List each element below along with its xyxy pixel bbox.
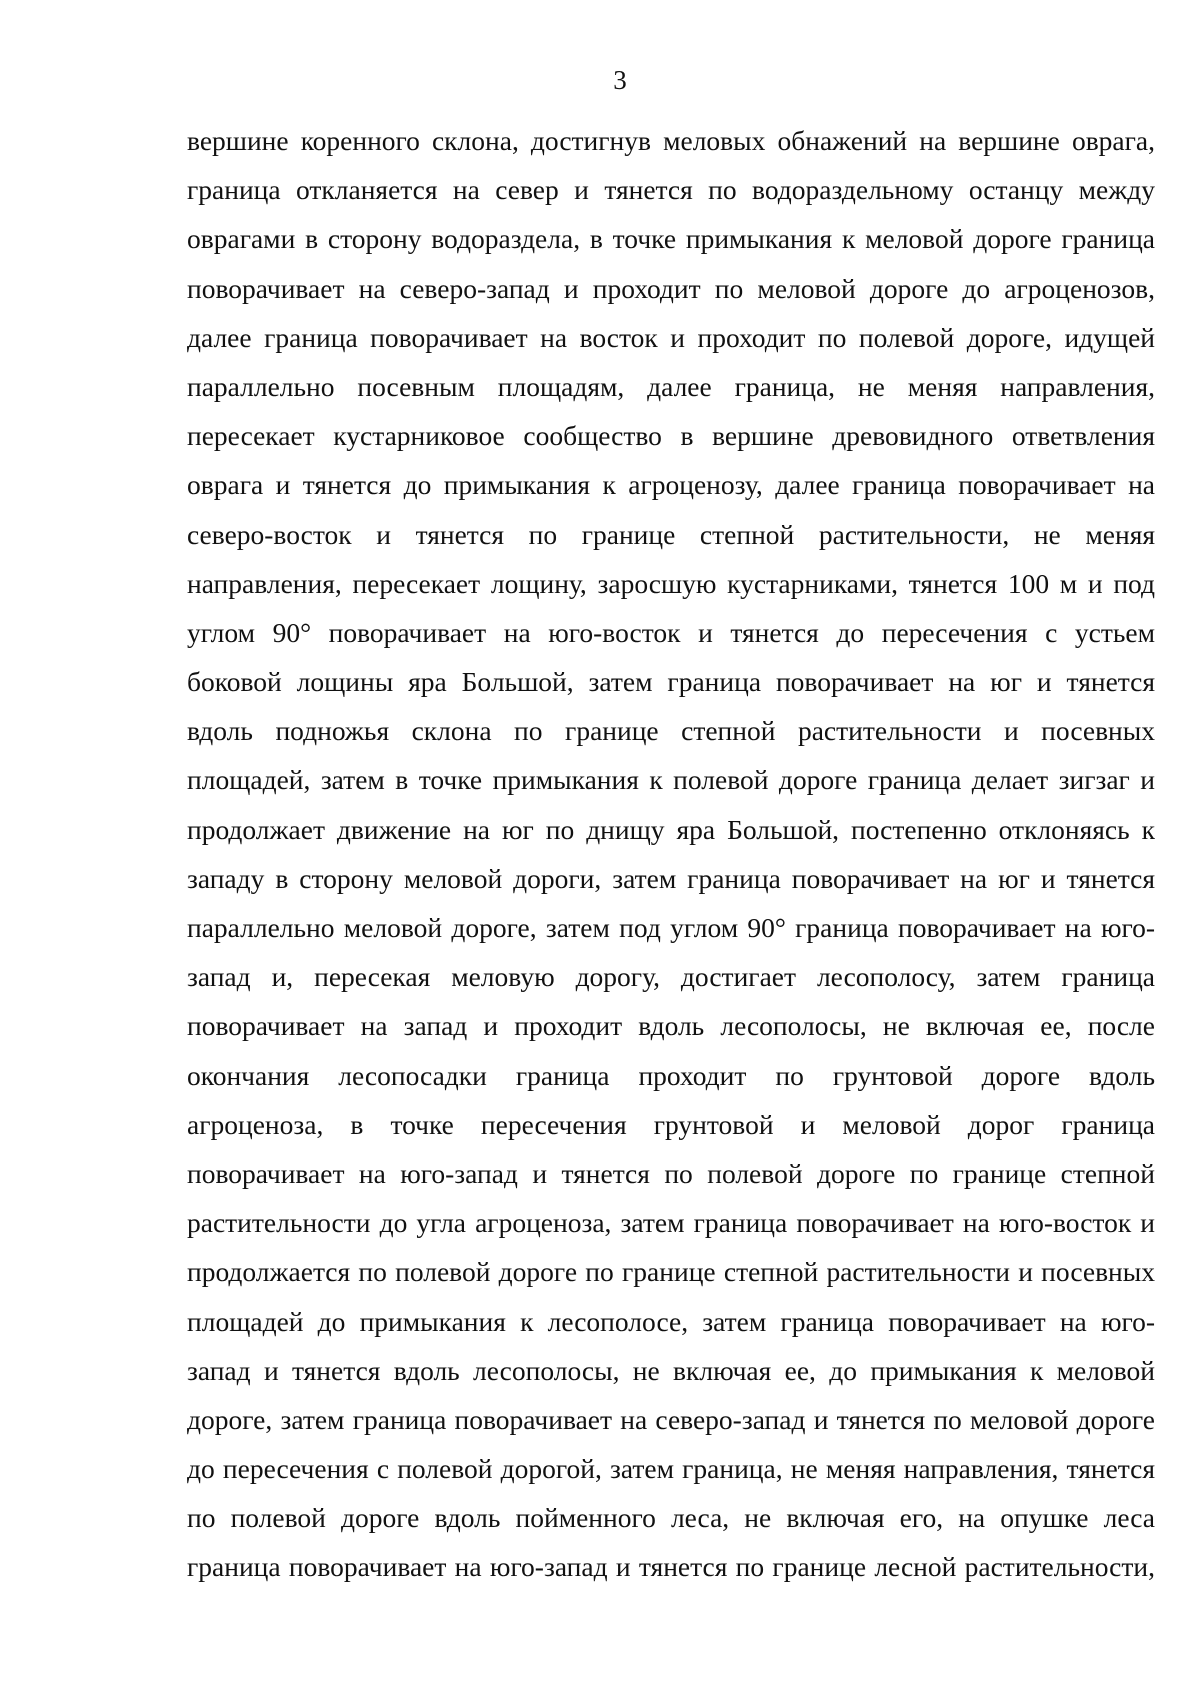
text-line: далее граница поворачивает на восток и проходит по полевой дороге, идущей [187,321,1155,353]
text-line: вдоль подножья склона по границе степной растительности и посевных [187,715,1155,747]
text-line: продолжается по полевой дороге по границе степной растительности и посевных [187,1256,1155,1288]
text-line: углом 90° поворачивает на юго-восток и тянется до пересечения с устьем [187,616,1155,648]
text-line: западу в сторону меловой дороги, затем граница поворачивает на юг и тянется [187,862,1155,894]
text-line: боковой лощины яра Большой, затем граница поворачивает на юг и тянется [187,666,1155,698]
text-line: параллельно меловой дороге, затем под углом 90° граница поворачивает на юго- [187,912,1155,943]
text-line: оврага и тянется до примыкания к агроценозу, далее граница поворачивает на [187,469,1155,501]
body-text [187,116,1155,1592]
text-line: по полевой дороге вдоль пойменного леса, не включая его, на опушке леса [187,1502,1155,1534]
text-line: поворачивает на юго-запад и тянется по полевой дороге по границе степной [187,1157,1155,1189]
page-number: 3 [613,65,627,95]
text-line: дороге, затем граница поворачивает на северо-запад и тянется по меловой дороге [187,1403,1155,1435]
text-line: пересекает кустарниковое сообщество в вершине древовидного ответвления [187,420,1155,452]
text-line: запад и, пересекая меловую дорогу, достигает лесополосу, затем граница [187,961,1155,993]
text-line: граница откланяется на север и тянется по водораздельному останцу между [187,174,1155,206]
text-line: запад и тянется вдоль лесополосы, не включая ее, до примыкания к меловой [187,1354,1155,1386]
text-line: параллельно посевным площадям, далее граница, не меняя направления, [187,370,1155,402]
text-line: продолжает движение на юг по днищу яра Большой, постепенно отклоняясь к [187,813,1155,845]
text-line: до пересечения с полевой дорогой, затем граница, не меняя направления, тянется [187,1453,1155,1485]
text-line: площадей до примыкания к лесополосе, затем граница поворачивает на юго- [187,1305,1155,1337]
text-line: северо-восток и тянется по границе степной растительности, не меняя [187,518,1155,550]
text-line: окончания лесопосадки граница проходит по грунтовой дороге вдоль [187,1059,1155,1091]
text-line: растительности до угла агроценоза, затем граница поворачивает на юго-восток и [187,1207,1155,1239]
text-line: поворачивает на северо-запад и проходит по меловой дороге до агроценозов, [187,272,1155,304]
text-line: поворачивает на запад и проходит вдоль лесополосы, не включая ее, после [187,1010,1155,1042]
text-line: вершине коренного склона, достигнув меловых обнажений на вершине оврага, [187,125,1155,156]
text-line: оврагами в сторону водораздела, в точке примыкания к меловой дороге граница [187,223,1155,255]
text-line: площадей, затем в точке примыкания к полевой дороге граница делает зигзаг и [187,764,1155,796]
text-line: направления, пересекает лощину, заросшую кустарниками, тянется 100 м и под [187,567,1155,599]
text-line: агроценоза, в точке пересечения грунтовой и меловой дорог граница [187,1108,1155,1140]
text-line: граница поворачивает на юго-запад и тянется по границе лесной растительности, [187,1551,1155,1583]
